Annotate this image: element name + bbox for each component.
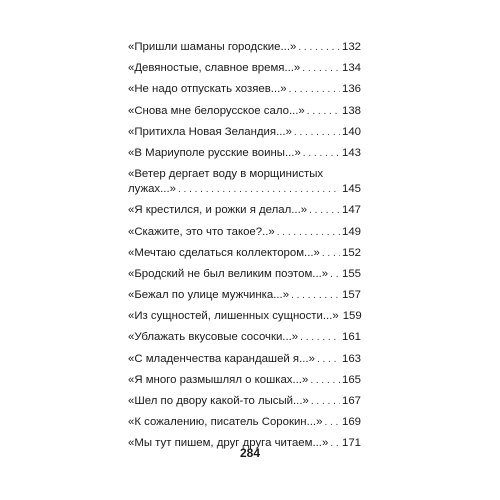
toc-entry-last-line [128,182,361,196]
page-number: 284 [239,446,261,460]
toc-entry-page: 155 [341,267,361,280]
toc-entry-title: «Притихла Новая Зеландия...» [128,125,292,138]
toc-entry-page: 167 [341,395,361,407]
dot-leader [307,106,340,118]
dot-leader [311,396,340,408]
toc-entry [128,394,361,408]
toc-entry [128,125,361,139]
toc-entry-page: 145 [341,183,361,196]
toc-entry-page: 132 [341,41,361,53]
toc-entry-page: 152 [341,246,361,259]
toc-entry [128,82,361,96]
toc-entry-title: «Девяностые, славное время...» [128,62,301,75]
toc-entry [128,40,361,54]
toc-entry-page: 149 [341,225,361,238]
toc-entry [128,352,361,366]
toc-entry [128,61,361,75]
toc-entry-title-line1: «Ветер дергает воду в морщинистых [128,168,324,181]
dot-leader [324,417,340,429]
toc-entry-page: 161 [341,331,361,344]
toc-entry-title: «Снова мне белорусское сало...» [128,104,305,117]
toc-entry [128,288,361,302]
toc-entry-page: 159 [342,310,362,323]
dot-leader [277,227,340,239]
toc-entry-page: 171 [341,437,361,450]
toc-entry-title: «Мы тут пишем, друг друга читаем...» [128,437,329,450]
dot-leader [322,248,340,260]
dot-leader [317,354,340,366]
toc-entry-page: 165 [341,373,361,386]
toc-entry-page: 147 [341,204,361,217]
dot-leader [330,269,340,281]
toc-entry-title-line2: лужах...» [128,183,176,196]
toc-entry-page: 138 [341,104,361,117]
toc-entry-page: 140 [341,125,361,138]
toc-entry-title: «В Мариуполе русские воины...» [128,146,301,159]
toc-entry-title: «Я много размышлял о кошках...» [128,373,309,386]
toc-entry [128,415,361,429]
toc-entry-title: «Мечтаю сделаться коллектором...» [128,246,320,259]
toc-entry-page: 134 [341,62,361,75]
toc-entry-title: «Скажите, это что такое?..» [128,225,275,238]
toc-entry-page: 169 [341,416,361,429]
toc-entry-title: «Бродский не был великим поэтом...» [128,267,329,280]
toc-entry-title: «Бежал по улице мужчинка...» [128,289,290,302]
toc-entry-title: «Из сущностей, лишенных сущности...» [128,310,339,323]
toc-entry [128,309,361,323]
toc-entry-title: «С младенчества карандашей я...» [128,352,315,365]
toc-entry [128,203,361,217]
toc-entry [128,246,361,260]
dot-leader [291,290,340,302]
dot-leader [289,84,340,96]
toc-entry-title: «Ублажать вкусовые сосочки...» [128,331,299,344]
dot-leader [294,127,340,139]
table-of-contents [128,40,361,458]
toc-entry [128,225,361,239]
toc-entry [128,373,361,387]
dot-leader [302,63,340,75]
toc-entry-page: 163 [341,352,361,365]
toc-entry-page: 136 [341,83,361,96]
toc-entry [128,146,361,160]
dot-leader [310,375,340,387]
dot-leader [300,332,340,344]
dot-leader [309,205,340,217]
toc-entry-title: «К сожалению, писатель Сорокин...» [128,416,323,429]
dot-leader [303,148,340,160]
toc-entry [128,330,361,344]
toc-entry-title: «Шел по двору какой-то лысый...» [128,395,309,407]
toc-entry-title: «Я крестился, и рожки я делал...» [128,204,308,217]
toc-entry [128,267,361,281]
dot-leader [178,184,340,196]
toc-entry [128,167,361,196]
dot-leader [298,42,340,54]
toc-entry [128,104,361,118]
toc-entry-title: «Не надо отпускать хозяев...» [128,83,287,96]
toc-entry-title: «Пришли шаманы городские...» [128,41,297,53]
toc-entry-page: 157 [341,289,361,302]
toc-entry-page: 143 [341,146,361,159]
